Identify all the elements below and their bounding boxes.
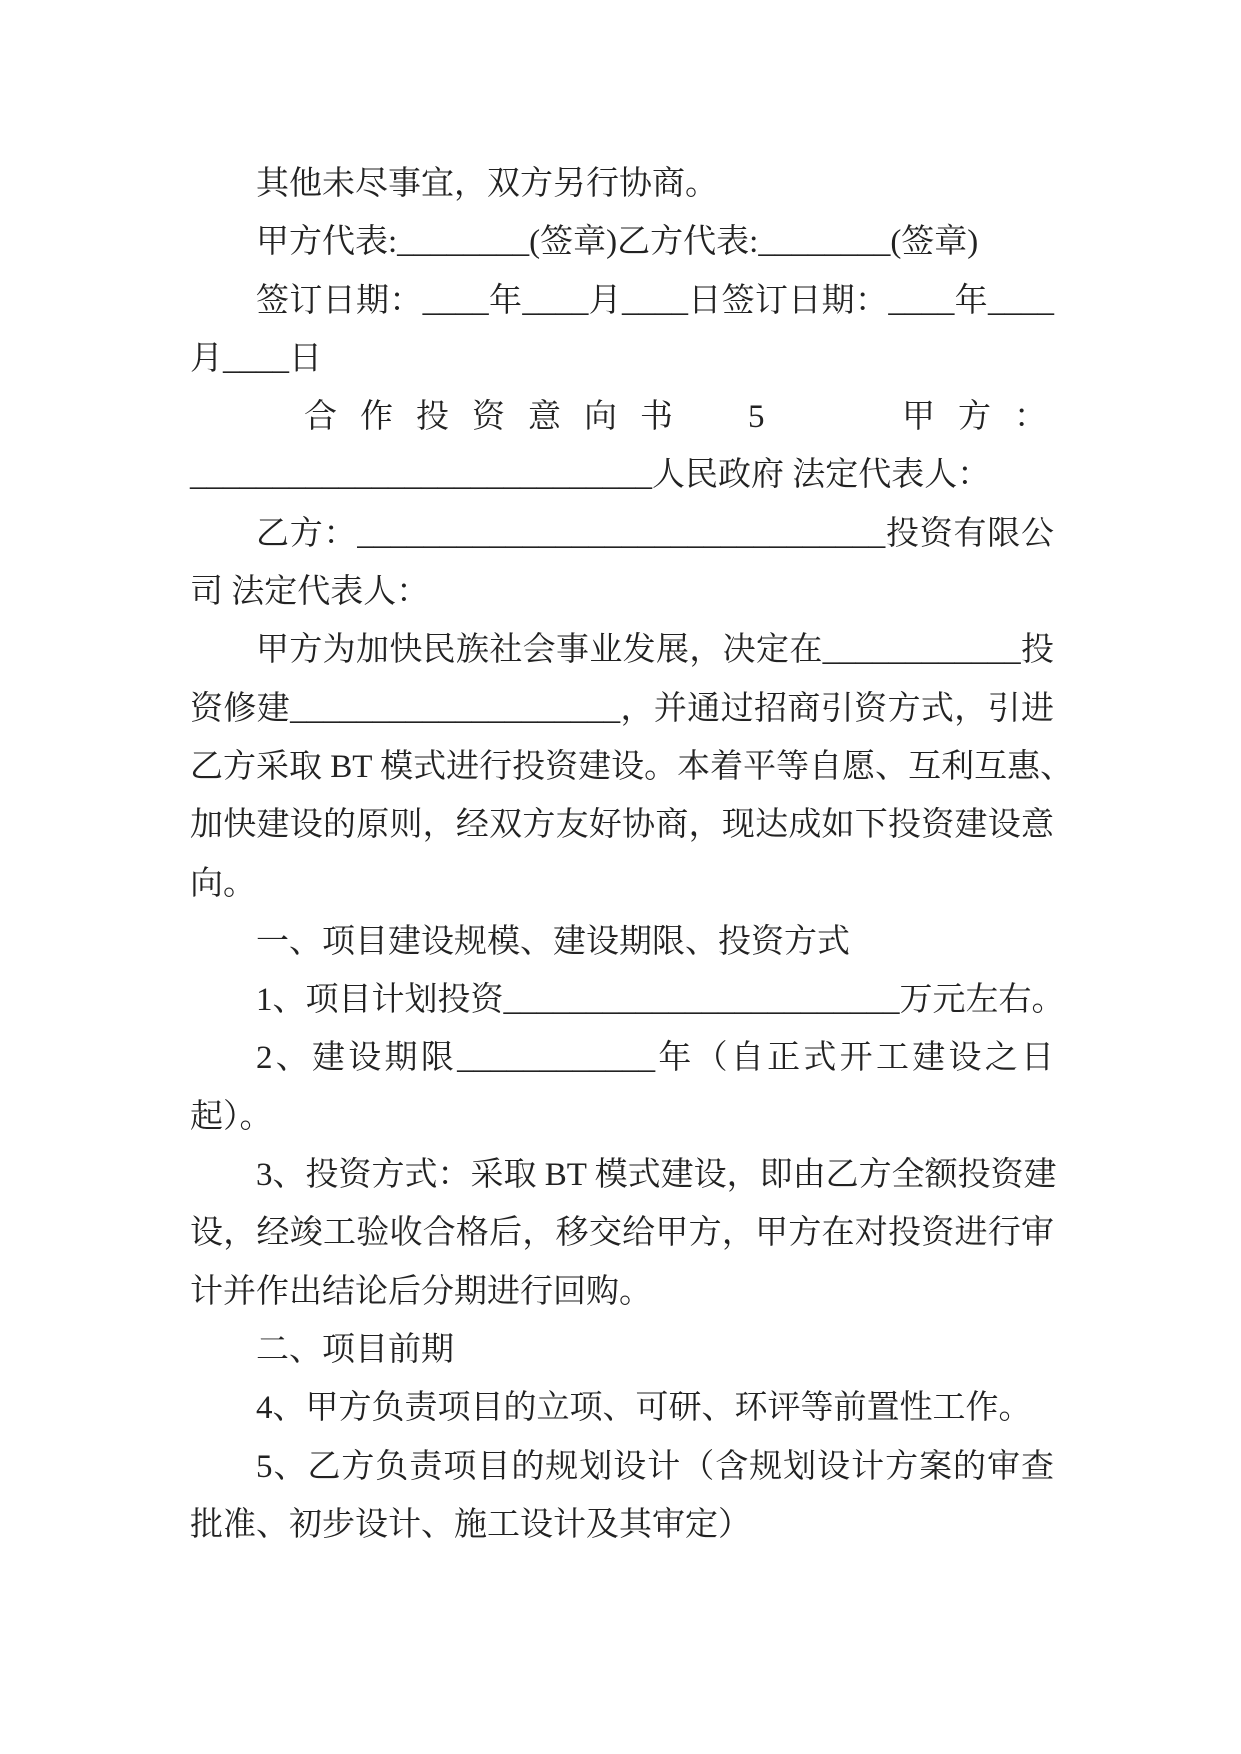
clause-line: 计并作出结论后分期进行回购。 xyxy=(190,1273,652,1310)
preamble-line: 甲方为加快民族社会事业发展，决定在____________投 xyxy=(256,632,1054,669)
clause-line: 5、乙方负责项目的规划设计（含规划设计方案的审查 xyxy=(256,1448,1054,1485)
clause-line: 3、投资方式：采取 BT 模式建设，即由乙方全额投资建 xyxy=(256,1157,1057,1194)
signing-date-line: 签订日期：____年____月____日签订日期：____年____ xyxy=(256,282,1054,319)
preamble-line: 加快建设的原则，经双方友好协商，现达成如下投资建设意 xyxy=(190,807,1054,844)
section-heading: 一、项目建设规模、建设期限、投资方式 xyxy=(256,923,850,960)
signing-date-line: 月____日 xyxy=(190,340,322,377)
clause-line: 起）。 xyxy=(190,1098,273,1135)
preamble-line: 向。 xyxy=(190,865,256,902)
clause-line: 设，经竣工验收合格后，移交给甲方，甲方在对投资进行审 xyxy=(190,1215,1054,1252)
party-a-label: 甲方： xyxy=(902,399,1070,436)
party-a-line: ____________________________人民政府 法定代表人： xyxy=(190,457,991,494)
clause-line: 2、建设期限____________年（自正式开工建设之日 xyxy=(256,1040,1054,1077)
agreement-title: 合作投资意向书 xyxy=(304,399,696,436)
agreement-heading-line xyxy=(190,388,1070,446)
clause-line: 1、项目计划投资________________________万元左右。 xyxy=(256,982,1065,1019)
preamble-line: 资修建____________________，并通过招商引资方式，引进 xyxy=(190,690,1054,727)
agreement-number: 5 xyxy=(748,399,765,436)
section-heading: 二、项目前期 xyxy=(256,1331,454,1368)
clause-line: 批准、初步设计、施工设计及其审定） xyxy=(190,1506,751,1543)
closing-clause: 其他未尽事宜，双方另行协商。 xyxy=(256,166,718,202)
party-b-line: 司 法定代表人： xyxy=(190,574,430,611)
clause-line: 4、甲方负责项目的立项、可研、环评等前置性工作。 xyxy=(256,1390,1032,1427)
preamble-line: 乙方采取 BT 模式进行投资建设。本着平等自愿、互利互惠、 xyxy=(190,748,1074,785)
party-b-line: 乙方：________________________________投资有限公 xyxy=(256,515,1054,552)
signature-line: 甲方代表:________(签章)乙方代表:________(签章) xyxy=(256,224,979,261)
